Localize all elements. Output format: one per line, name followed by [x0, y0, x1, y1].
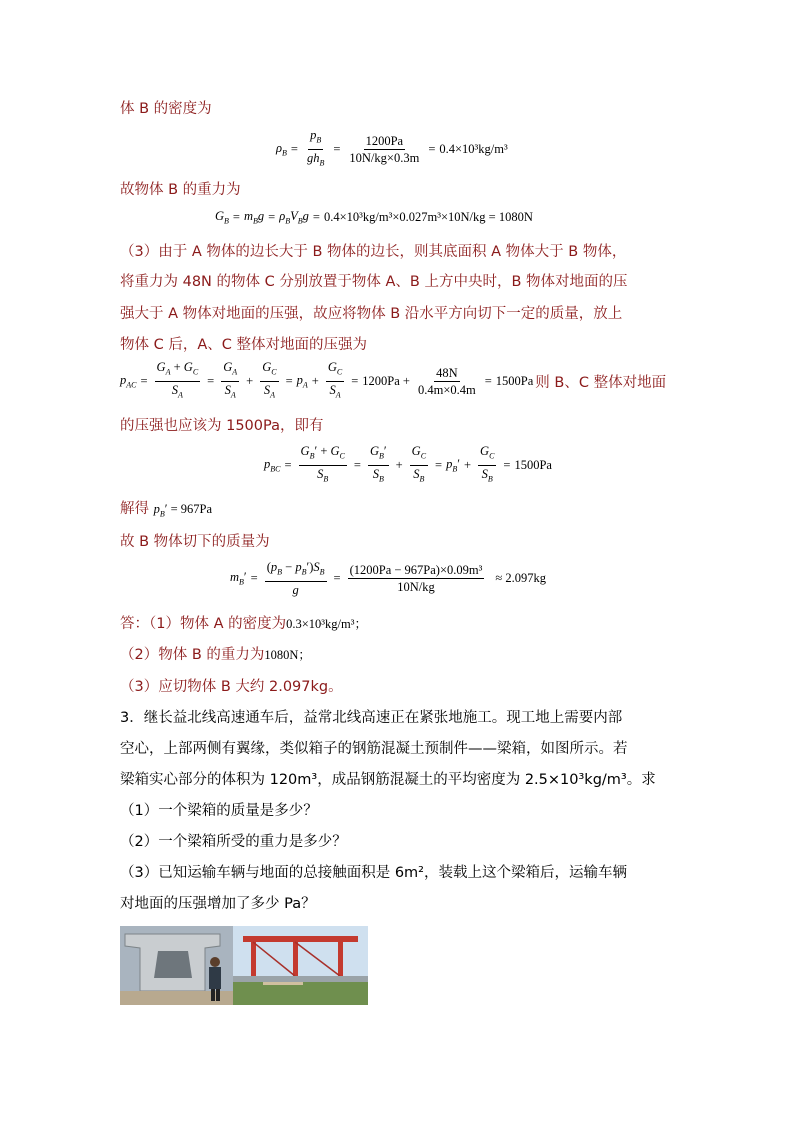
density-equation: $\rho_B$ = $\frac{p_B}{gh_B}$ = $\frac{1200Pa}{10N/kg\times 0.3m}$ = 0.4×10³kg/m³ — [276, 128, 508, 167]
question-line: （1）一个梁箱的质量是多少？ — [120, 803, 318, 819]
text-line: 强大于 A 物体对地面的压强，故应将物体 B 沿水平方向切下一定的质量，放上 — [120, 306, 623, 322]
question-line: （3）已知运输车辆与地面的总接触面积是 6m²，装载上这个梁箱后，运输车辆 — [120, 865, 627, 881]
question-line: 空心，上部两侧有翼缘，类似箱子的钢筋混凝土预制件——梁箱，如图所示。若 — [120, 741, 628, 757]
text-line: 则 B、C 整体对地面 — [535, 374, 667, 391]
bridge-machine-photo — [233, 926, 368, 1005]
answer-line: （3）应切物体 B 大约 2.097kg。 — [120, 679, 343, 695]
text-line: 解得 $p_B' = 967Pa$ — [120, 501, 213, 519]
text-line: 体 B 的密度为 — [120, 101, 212, 117]
question-line: （2）一个梁箱所受的重力是多少？ — [120, 834, 347, 850]
text-line: 故物体 B 的重力为 — [120, 182, 241, 198]
pressure-ac-equation: $p_{AC}$ = $\frac{G_A + G_C}{S_A}$ = $\frac{G_A}{S_A}$ + $\frac{G_C}{S_A}$ = $p_A$ + $\frac{G_C}{S_A}$ = 1200Pa + $\frac{48N}{0.4m\times 0.4m}$ = 1500Pa 则 B、C 整体对地面 — [120, 360, 667, 399]
question-line: 梁箱实心部分的体积为 120m³，成品钢筋混凝土的平均密度为 2.5×10³kg/m³。求 — [120, 772, 656, 788]
text-line: 将重力为 48N 的物体 C 分别放置于物体 A、B 上方中央时，B 物体对地面的压 — [120, 274, 628, 290]
text-line: （3）由于 A 物体的边长大于 B 物体的边长，则其底面积 A 物体大于 B 物体， — [120, 244, 627, 260]
cut-mass-equation: $m_B'$ = $\frac{(p_B - p_B')S_B}{g}$ = $\frac{\text{(1200Pa − 967Pa)×0.09m³}}{10N/kg}$ ≈ 2.097kg — [230, 560, 546, 597]
question-line: 3．继长益北线高速通车后，益常北线高速正在紧张地施工。现工地上需要内部 — [120, 710, 623, 726]
box-girder-photo — [120, 926, 233, 1005]
text-line: 故 B 物体切下的质量为 — [120, 534, 270, 550]
weight-equation: $G_B$ = $m_Bg$ = $\rho_BV_Bg$ = 0.4×10³kg/m³×0.027m³×10N/kg = 1080N — [215, 209, 533, 226]
equation-result: 0.4×10³kg/m³ — [439, 141, 508, 156]
answer-line: 答：（1）物体 A 的密度为0.3×10³kg/m³； — [120, 616, 367, 632]
answer-line: （2）物体 B 的重力为1080N； — [120, 647, 311, 663]
question-line: 对地面的压强增加了多少 Pa？ — [120, 896, 316, 912]
pressure-bc-equation: $p_{BC}$ = $\frac{G_B' + G_C}{S_B}$ = $\frac{G_B'}{S_B}$ + $\frac{G_C}{S_B}$ = $p_B'$ + $\frac{G_C}{S_B}$ = 1500Pa — [264, 444, 552, 483]
text-line: 物体 C 后，A、C 整体对地面的压强为 — [120, 337, 367, 353]
text-line: 的压强也应该为 1500Pa，即有 — [120, 418, 324, 434]
